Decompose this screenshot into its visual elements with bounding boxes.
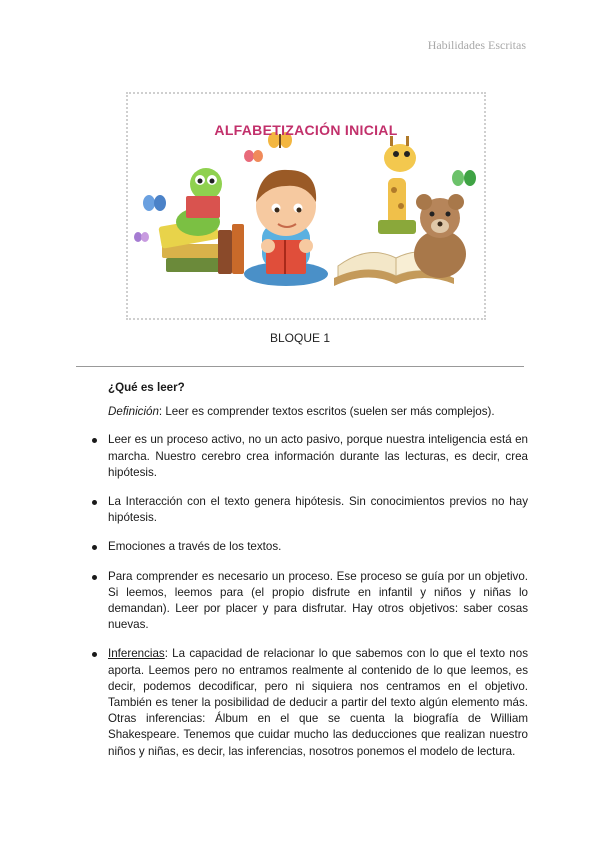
butterfly-icon: [143, 195, 166, 211]
list-item: [90, 569, 528, 634]
section-heading: ¿Qué es leer?: [108, 381, 185, 394]
definition-text: : Leer es comprender textos escritos (suelen ser más complejos).: [158, 405, 495, 419]
banner-illustration: [126, 92, 486, 320]
document-body: [90, 380, 528, 773]
divider: [76, 366, 524, 367]
inferencias-term: Inferencias: [108, 647, 165, 661]
giraffe-icon: [378, 136, 416, 234]
page-header: Habilidades Escritas: [427, 38, 526, 52]
list-item: [90, 494, 528, 526]
definition-paragraph: [108, 404, 528, 420]
list-item: [90, 539, 528, 555]
list-item-text: La Interacción con el texto genera hipótesis. Sin conocimientos previos no hay hipótesis.: [108, 495, 528, 525]
teddy-bear-icon: [414, 194, 466, 278]
list-item-text: Leer es un proceso activo, no un acto pasivo, porque nuestra inteligencia está en marcha. Nuestro cerebro crea información durante las lecturas, es decir, crea hipótesis.: [108, 433, 528, 479]
butterfly-icon: [134, 232, 149, 242]
block-label: BLOQUE 1: [269, 331, 331, 345]
list-item-text: : La capacidad de relacionar lo que sabemos con lo que el texto nos aporta. Leemos pero no entramos realmente al contenido de lo que leemos, es decir, podemos decodificar, pero ni siquiera nos centramos en el objetivo. También es tener la posibilidad de deducir a partir del texto algún elemento más. Otras inferencias: Álbum en el que se cuenta la biografía de William Shakespeare. Tenemos que cuidar mucho las deducciones que realizan nuestro niños y niñas, es decir, las inferencias, nosotros ponemos el modelo de lectura.: [108, 647, 528, 758]
bullet-list: [90, 432, 528, 759]
definition-label: Definición: [108, 405, 159, 419]
list-item-text: Para comprender es necesario un proceso. Ese proceso se guía por un objetivo. Si leemos, leemos para (el propio disfrute en infantil y niños y niñas lo demandan). Leer por placer y para disfrutar. Hay otros objetivos: saber cosas nuevas.: [108, 569, 528, 632]
caterpillar-icon: [176, 168, 222, 236]
list-item: [90, 432, 528, 481]
banner-title: ALFABETIZACIÓN INICIAL: [214, 122, 398, 138]
butterfly-icon: [244, 150, 263, 162]
child-reader-icon: [244, 170, 328, 286]
butterfly-icon: [452, 170, 476, 186]
list-item: [90, 646, 528, 759]
list-item-text: Emociones a través de los textos.: [108, 540, 282, 554]
